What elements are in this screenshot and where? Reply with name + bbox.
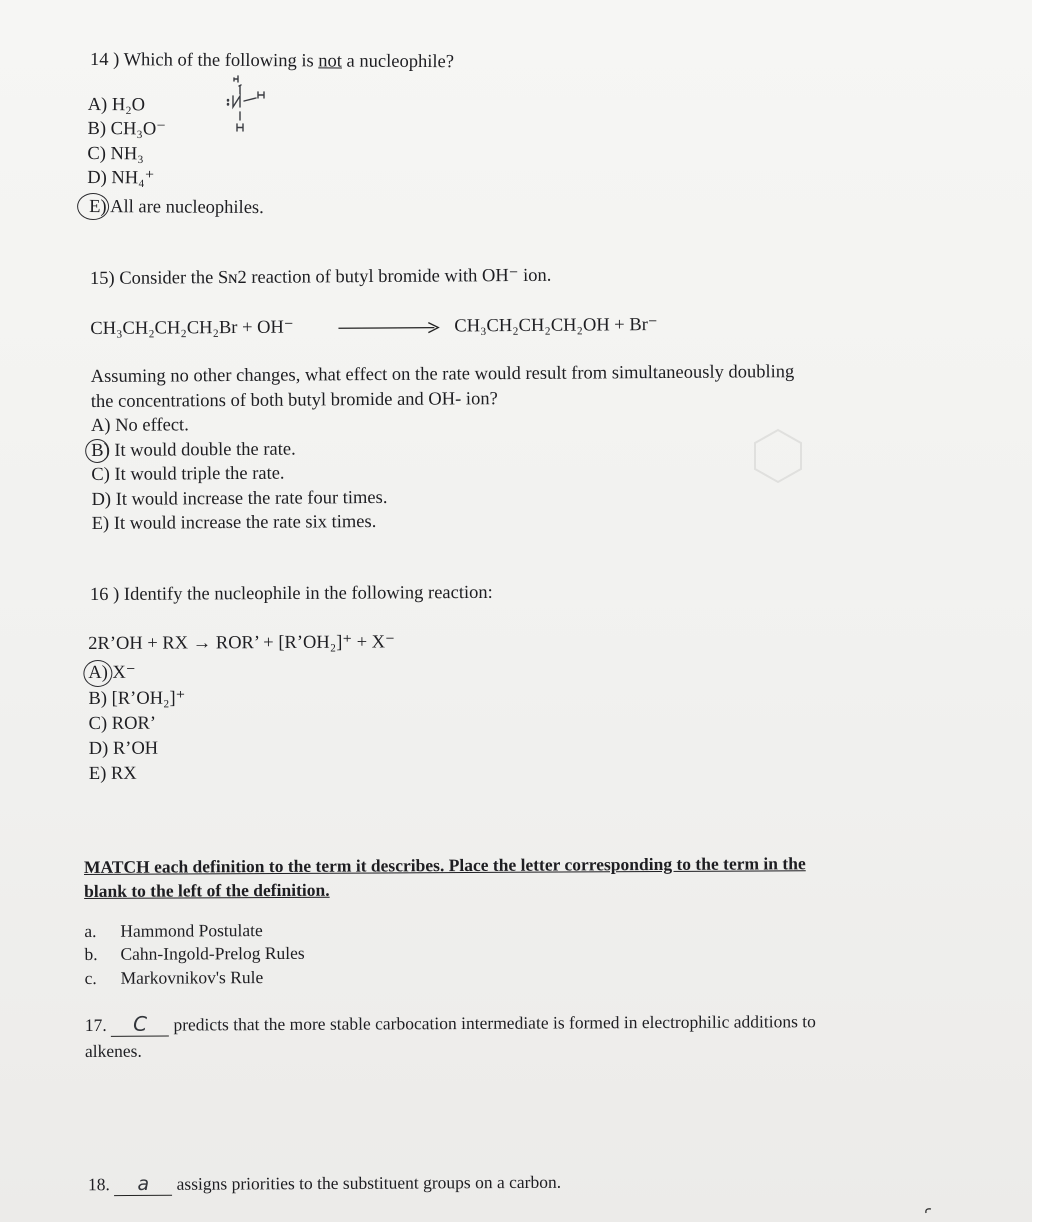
- option-16-c: C) ROR’: [88, 713, 157, 735]
- question-18: [88, 1171, 561, 1196]
- question-14-text-pre: Which of the following is: [123, 50, 314, 72]
- question-14-emphasis: not: [318, 51, 343, 72]
- option-16-b: B) [R’OH₂]⁺: [88, 688, 186, 710]
- matching-instructions-line-2: blank to the left of the definition.: [84, 879, 330, 901]
- answer-circle-15: [85, 439, 109, 463]
- option-15-d: D) It would increase the rate four times.: [91, 487, 388, 510]
- option-16-e: E) RX: [88, 763, 137, 785]
- question-15-products: CH₃CH₂CH₂CH₂OH + Br⁻: [454, 315, 658, 337]
- question-18-blank[interactable]: [114, 1173, 172, 1196]
- question-17-text-1: predicts that the more stable carbocation intermediate is formed in electrophilic additions to: [173, 1011, 816, 1035]
- term-a-name: Hammond Postulate: [120, 920, 263, 941]
- question-18-text: assigns priorities to the substituent groups on a carbon.: [176, 1171, 562, 1194]
- option-14-e: E) All are nucleophiles.: [89, 196, 264, 219]
- question-15-intro: 15) Consider the Sɴ2 reaction of butyl bromide with OH⁻ ion.: [89, 265, 552, 289]
- term-b-name: Cahn-Ingold-Prelog Rules: [120, 942, 305, 964]
- term-c-name: Markovnikov's Rule: [120, 967, 264, 988]
- option-14-a: A) H₂O: [87, 94, 146, 116]
- handwritten-nh3-sketch: [212, 70, 282, 140]
- question-15-line-1: Assuming no other changes, what effect on the rate would result from simultaneously doubling: [90, 362, 795, 387]
- page-edge: [1032, 0, 1053, 1222]
- question-15-reactants: CH₃CH₂CH₂CH₂Br + OH⁻: [90, 317, 294, 339]
- question-17: [85, 1009, 816, 1037]
- stray-pen-mark: [922, 1206, 934, 1218]
- term-b: [84, 942, 304, 965]
- term-a: [84, 919, 263, 942]
- option-15-e: E) It would increase the rate six times.: [91, 512, 377, 534]
- show-through-hexagon: [748, 426, 808, 486]
- option-14-b: B) CH₃O⁻: [87, 118, 167, 140]
- question-17-number: 17.: [84, 1014, 107, 1035]
- option-14-c: C) NH₃: [87, 143, 144, 165]
- question-17-text-2: alkenes.: [84, 1040, 142, 1061]
- answer-circle-16: [83, 660, 112, 687]
- term-a-letter: a.: [84, 920, 97, 941]
- question-18-number: 18.: [87, 1174, 110, 1195]
- question-16-prompt: 16 ) Identify the nucleophile in the following reaction:: [89, 582, 493, 605]
- question-14-text-post: a nucleophile?: [346, 51, 455, 73]
- option-15-c: C) It would triple the rate.: [91, 463, 285, 485]
- option-14-d: D) NH₄⁺: [87, 167, 155, 189]
- term-b-letter: b.: [84, 943, 98, 964]
- option-15-b: B) It would double the rate.: [91, 439, 296, 461]
- option-16-d: D) R’OH: [88, 738, 159, 760]
- term-c-letter: c.: [84, 967, 97, 988]
- matching-instructions-line-1: MATCH each definition to the term it describes. Place the letter corresponding to the term in the: [83, 853, 806, 877]
- option-16-a: A) X⁻: [88, 662, 136, 684]
- question-15-line-2: the concentrations of both butyl bromide and OH- ion?: [90, 389, 498, 412]
- reaction-arrow: [338, 320, 444, 337]
- question-16-reaction: 2R’OH + RX → ROR’ + [R’OH₂]⁺ + X⁻: [88, 632, 395, 655]
- answer-circle-14: [77, 193, 109, 220]
- question-18-answer: a: [137, 1172, 150, 1195]
- question-17-answer: C: [133, 1011, 148, 1036]
- option-15-a: A) No effect.: [90, 415, 189, 436]
- question-14-number: 14 ): [89, 50, 120, 71]
- term-c: [85, 966, 264, 989]
- question-17-blank[interactable]: [111, 1013, 169, 1037]
